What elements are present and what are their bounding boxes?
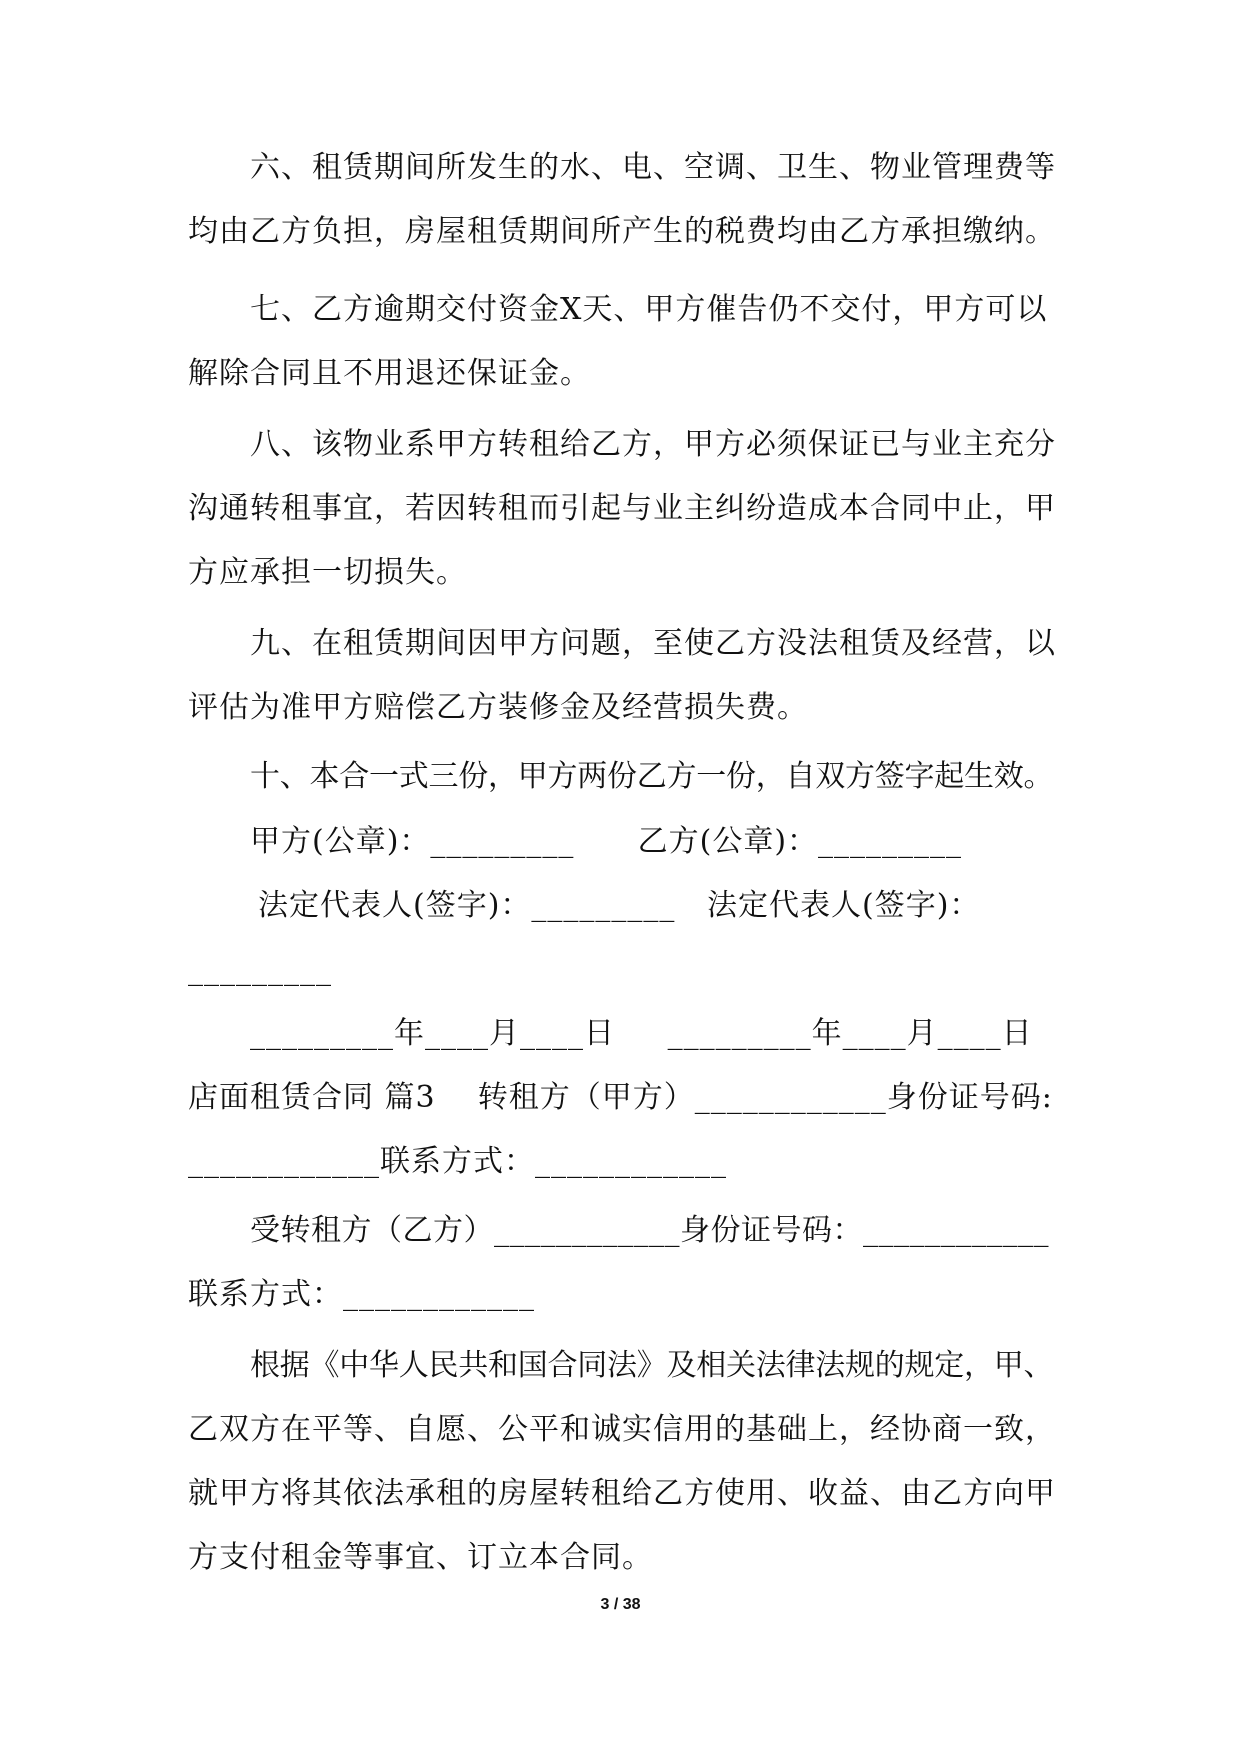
clause-6-line-1: 六、租赁期间所发生的水、电、空调、卫生、物业管理费等: [250, 150, 1056, 185]
sublessor-contact-line: ____________联系方式：____________: [188, 1144, 727, 1179]
clause-7-line-2: 解除合同且不用退还保证金。: [188, 356, 591, 391]
clause-8-line-3: 方应承担一切损失。: [188, 555, 467, 590]
preamble-line-1: 根据《中华人民共和国合同法》及相关法律法规的规定，甲、: [250, 1348, 1054, 1383]
preamble-line-2: 乙双方在平等、自愿、公平和诚实信用的基础上，经协商一致，: [188, 1412, 1056, 1447]
seal-line: 甲方(公章)：_________ 乙方(公章)：_________: [250, 824, 963, 859]
clause-9-line-1: 九、在租赁期间因甲方问题，至使乙方没法租赁及经营，以: [250, 626, 1056, 661]
sublessee-line: 受转租方（乙方）____________身份证号码：____________: [250, 1213, 1049, 1248]
sublessee-contact-line: 联系方式：____________: [188, 1277, 535, 1312]
page-number: 3 / 38: [600, 1596, 641, 1613]
clause-9-line-2: 评估为准甲方赔偿乙方装修金及经营损失费。: [188, 690, 808, 725]
legal-rep-signature-line: 法定代表人(签字)：_________ 法定代表人(签字)：: [258, 888, 981, 923]
clause-8-line-1: 八、该物业系甲方转租给乙方，甲方必须保证已与业主充分: [250, 427, 1056, 462]
preamble-line-3: 就甲方将其依法承租的房屋转租给乙方使用、收益、由乙方向甲: [188, 1476, 1056, 1511]
legal-rep-blank: _________: [188, 952, 332, 987]
section-3-header-line: 店面租赁合同 篇3 转租方（甲方）____________身份证号码:: [188, 1080, 1053, 1115]
preamble-line-4: 方支付租金等事宜、订立本合同。: [188, 1540, 653, 1575]
clause-7-line-1: 七、乙方逾期交付资金X天、甲方催告仍不交付，甲方可以: [250, 292, 1048, 327]
date-line: _________年____月____日 _________年____月____日: [250, 1016, 1033, 1051]
clause-10-line: 十、本合一式三份，甲方两份乙方一份，自双方签字起生效。: [250, 759, 1054, 794]
clause-8-line-2: 沟通转租事宜，若因转租而引起与业主纠纷造成本合同中止，甲: [188, 491, 1056, 526]
clause-6-line-2: 均由乙方负担，房屋租赁期间所产生的税费均由乙方承担缴纳。: [188, 214, 1056, 249]
